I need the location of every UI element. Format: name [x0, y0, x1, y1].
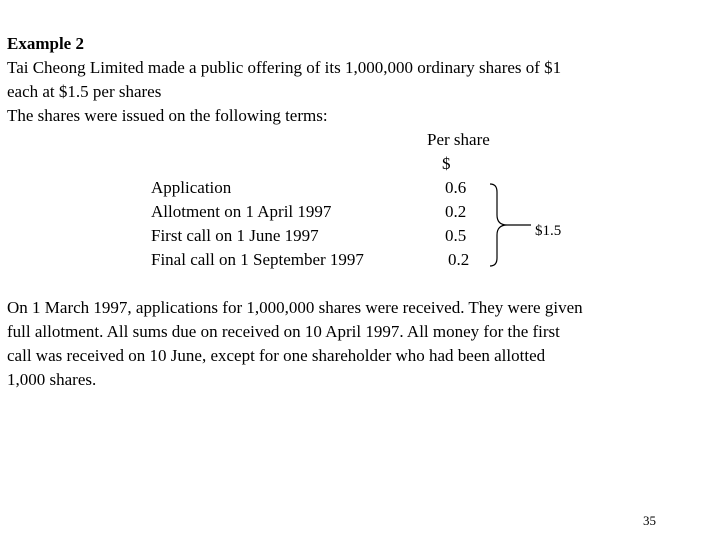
- header-currency: $: [442, 154, 451, 173]
- row-label-allotment: Allotment on 1 April 1997: [151, 202, 332, 221]
- row-value-final-call: 0.2: [448, 250, 470, 269]
- total-per-share: $1.5: [535, 223, 562, 239]
- row-label-first-call: First call on 1 June 1997: [151, 226, 319, 245]
- intro-line-2: each at $1.5 per shares: [7, 82, 162, 101]
- header-per-share: Per share: [427, 130, 490, 149]
- row-label-final-call: Final call on 1 September 1997: [151, 250, 364, 269]
- paragraph-line-2: full allotment. All sums due on received on 10 April 1997. All money for the first: [7, 322, 560, 341]
- intro-line-1: Tai Cheong Limited made a public offering of its 1,000,000 ordinary shares of $1: [7, 58, 562, 77]
- paragraph-line-3: call was received on 10 June, except for one shareholder who had been allotted: [7, 346, 546, 365]
- example-heading: Example 2: [7, 34, 84, 53]
- page-number: 35: [643, 513, 656, 528]
- intro-line-3: The shares were issued on the following terms:: [7, 106, 328, 125]
- row-value-allotment: 0.2: [445, 202, 467, 221]
- paragraph-line-1: On 1 March 1997, applications for 1,000,000 shares were received. They were given: [7, 298, 583, 317]
- row-value-first-call: 0.5: [445, 226, 467, 245]
- row-value-application: 0.6: [445, 178, 467, 197]
- paragraph-line-4: 1,000 shares.: [7, 370, 97, 389]
- right-brace-icon: [489, 182, 533, 268]
- row-label-application: Application: [151, 178, 232, 197]
